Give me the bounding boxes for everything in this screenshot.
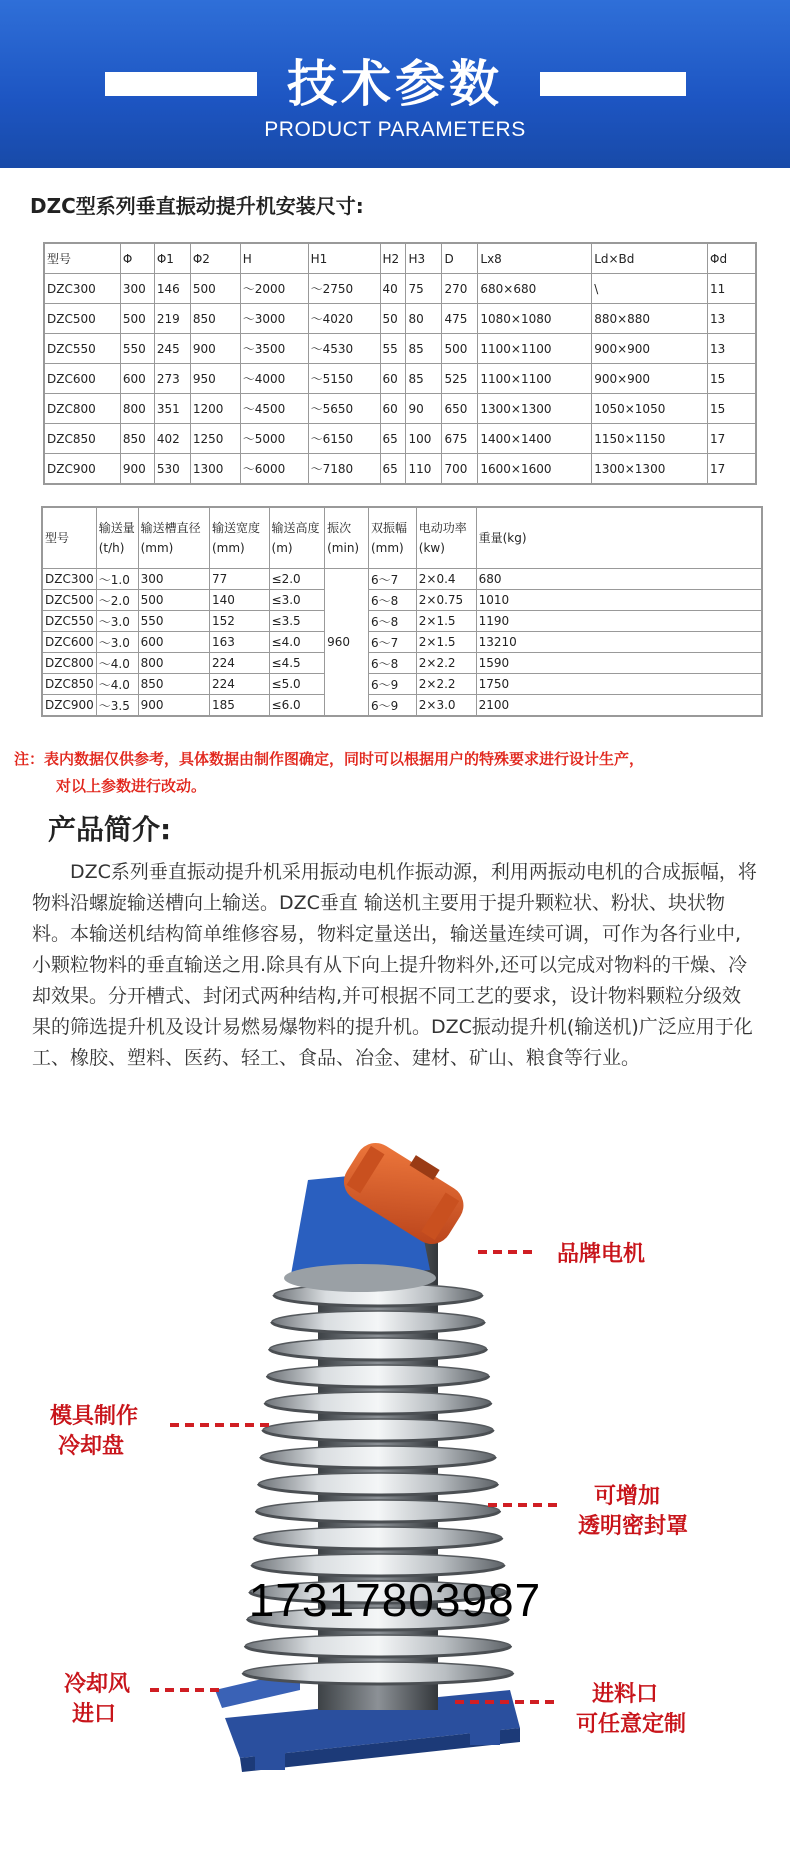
table-cell: 80: [406, 304, 442, 334]
table-cell: 146: [154, 274, 190, 304]
table-cell: 50: [380, 304, 406, 334]
table-cell: 273: [154, 364, 190, 394]
table-cell: 1080×1080: [478, 304, 592, 334]
table-cell: 550: [120, 334, 154, 364]
table-cell: 525: [442, 364, 478, 394]
table-cell: ≤3.5: [269, 611, 325, 632]
table-cell: 900×900: [592, 364, 708, 394]
table-cell: 1010: [476, 590, 761, 611]
table-cell: ～1.0: [96, 569, 138, 590]
table-cell: 13: [708, 304, 756, 334]
table-row: [45, 454, 756, 484]
table-cell: 900×900: [592, 334, 708, 364]
callout-cooling-disc: [50, 1402, 138, 1462]
table-cell: 270: [442, 274, 478, 304]
table-cell: 17: [708, 454, 756, 484]
table-header-cell: 输送宽度(mm): [209, 508, 269, 569]
table-cell: 2×0.75: [416, 590, 476, 611]
table-header-cell: H: [240, 244, 308, 274]
callout-motor: [557, 1240, 645, 1270]
table-cell: ～3.0: [96, 611, 138, 632]
table-header-cell: Φ1: [154, 244, 190, 274]
table-cell: 1400×1400: [478, 424, 592, 454]
table-row: [45, 334, 756, 364]
table-cell: 65: [380, 454, 406, 484]
table-row: [43, 632, 762, 653]
table-cell: 15: [708, 364, 756, 394]
table-cell: ～5000: [240, 424, 308, 454]
disclaimer-note: [14, 746, 784, 800]
table-cell: 6～7: [368, 632, 416, 653]
install-dimensions-heading: DZC型系列垂直振动提升机安装尺寸:: [30, 194, 364, 218]
table-cell: 2×0.4: [416, 569, 476, 590]
table-header-cell: 输送量(t/h): [96, 508, 138, 569]
table-cell: 1600×1600: [478, 454, 592, 484]
table-cell: ～4020: [308, 304, 380, 334]
table-cell: \: [592, 274, 708, 304]
table-cell: 1300×1300: [478, 394, 592, 424]
table-cell: 1300: [190, 454, 240, 484]
intro-heading: 产品简介:: [48, 813, 172, 846]
table-cell: 800: [120, 394, 154, 424]
table-header-cell: 输送槽直径(mm): [138, 508, 209, 569]
table-cell: 245: [154, 334, 190, 364]
table-header-row: [45, 244, 756, 274]
callout-sealed-cover-line2: 透明密封罩: [578, 1514, 689, 1539]
table-row: [43, 674, 762, 695]
table-cell: 77: [209, 569, 269, 590]
table-cell: 2×1.5: [416, 632, 476, 653]
table-cell: 850: [138, 674, 209, 695]
table-cell: 1750: [476, 674, 761, 695]
table-header-cell: Lx8: [478, 244, 592, 274]
table-cell: 475: [442, 304, 478, 334]
table-cell: 6～8: [368, 590, 416, 611]
table-cell: 11: [708, 274, 756, 304]
table-cell: ～4.0: [96, 653, 138, 674]
table-cell: DZC800: [43, 653, 97, 674]
table-cell: DZC500: [45, 304, 121, 334]
table-cell: 6～8: [368, 611, 416, 632]
table-cell: DZC600: [43, 632, 97, 653]
note-line-1: 注：表内数据仅供参考，具体数据由制作图确定，同时可以根据用户的特殊要求进行设计生产，: [14, 750, 645, 768]
table-cell: 90: [406, 394, 442, 424]
table-cell: 300: [138, 569, 209, 590]
table-cell: 500: [190, 274, 240, 304]
table-cell: DZC550: [43, 611, 97, 632]
table-header-cell: Ld×Bd: [592, 244, 708, 274]
table-cell: 800: [138, 653, 209, 674]
table-cell: DZC850: [45, 424, 121, 454]
table-cell: ～5650: [308, 394, 380, 424]
table-cell: 530: [154, 454, 190, 484]
table-cell: 55: [380, 334, 406, 364]
table-header-cell: Φ: [120, 244, 154, 274]
note-line-2: 对以上参数进行改动。: [56, 777, 207, 795]
table-cell: ～7180: [308, 454, 380, 484]
table-row: [45, 394, 756, 424]
table-cell: ～3000: [240, 304, 308, 334]
table-cell: 880×880: [592, 304, 708, 334]
table-cell: ～3.0: [96, 632, 138, 653]
callout-sealed-cover-line1: 可增加: [594, 1484, 661, 1509]
table-cell: 1590: [476, 653, 761, 674]
table-cell: ～4000: [240, 364, 308, 394]
table-cell: 100: [406, 424, 442, 454]
table-cell: 15: [708, 394, 756, 424]
table-row: [43, 611, 762, 632]
table-cell: DZC500: [43, 590, 97, 611]
table-cell: 13: [708, 334, 756, 364]
table-cell: ≤6.0: [269, 695, 325, 716]
table-cell: 2×3.0: [416, 695, 476, 716]
table-header-cell: H2: [380, 244, 406, 274]
callout-motor-text: 品牌电机: [557, 1242, 646, 1267]
table-cell: 1050×1050: [592, 394, 708, 424]
table-cell: ～4530: [308, 334, 380, 364]
table-cell: 75: [406, 274, 442, 304]
table-cell: ≤4.0: [269, 632, 325, 653]
table-cell: 60: [380, 394, 406, 424]
table-row: [43, 653, 762, 674]
table-row: [43, 590, 762, 611]
table-cell: ～3.5: [96, 695, 138, 716]
dimensions-table: [44, 243, 756, 484]
table-header-cell: H3: [406, 244, 442, 274]
table-cell: 17: [708, 424, 756, 454]
callout-cooling-disc-line2: 冷却盘: [58, 1434, 125, 1459]
frequency-cell: 960: [325, 569, 369, 716]
table-header-cell: 电动功率(kw): [416, 508, 476, 569]
table-cell: 1250: [190, 424, 240, 454]
table-cell: 1200: [190, 394, 240, 424]
table-cell: 40: [380, 274, 406, 304]
table-cell: 1150×1150: [592, 424, 708, 454]
table-cell: 163: [209, 632, 269, 653]
table-cell: ～3500: [240, 334, 308, 364]
contact-phone: 17317803987: [248, 1574, 542, 1626]
table-cell: ～4500: [240, 394, 308, 424]
table-cell: ～6000: [240, 454, 308, 484]
table-header-cell: 型号: [43, 508, 97, 569]
table-row: [45, 364, 756, 394]
table-cell: 600: [120, 364, 154, 394]
banner-subtitle: PRODUCT PARAMETERS: [264, 118, 526, 141]
banner-title: 技术参数: [287, 55, 503, 113]
table-cell: ～2000: [240, 274, 308, 304]
table-cell: 2×2.2: [416, 674, 476, 695]
table-cell: 675: [442, 424, 478, 454]
table-cell: 850: [190, 304, 240, 334]
table-cell: 85: [406, 334, 442, 364]
table-cell: 680×680: [478, 274, 592, 304]
table-cell: 650: [442, 394, 478, 424]
table-cell: 600: [138, 632, 209, 653]
table-cell: ≤5.0: [269, 674, 325, 695]
table-cell: 900: [138, 695, 209, 716]
table-row: [43, 569, 762, 590]
table-header-cell: 双振幅(mm): [368, 508, 416, 569]
table-cell: 900: [120, 454, 154, 484]
table-row: [45, 424, 756, 454]
table-cell: 60: [380, 364, 406, 394]
table-header-cell: 输送高度(m): [269, 508, 325, 569]
table-cell: 185: [209, 695, 269, 716]
table-cell: 900: [190, 334, 240, 364]
table-header-cell: H1: [308, 244, 380, 274]
table-cell: 224: [209, 674, 269, 695]
table-cell: 85: [406, 364, 442, 394]
table-cell: 300: [120, 274, 154, 304]
callout-air-inlet: [64, 1670, 130, 1730]
table-cell: 6～7: [368, 569, 416, 590]
table-cell: 850: [120, 424, 154, 454]
table-cell: 6～8: [368, 653, 416, 674]
table-header-cell: D: [442, 244, 478, 274]
callout-feed-inlet: [576, 1680, 686, 1740]
table-cell: 351: [154, 394, 190, 424]
table-header-cell: Φd: [708, 244, 756, 274]
table-cell: 1100×1100: [478, 334, 592, 364]
table-cell: ≤4.5: [269, 653, 325, 674]
table-cell: 950: [190, 364, 240, 394]
table-cell: ≤3.0: [269, 590, 325, 611]
table-row: [45, 274, 756, 304]
table-header-cell: Φ2: [190, 244, 240, 274]
table-cell: 6～9: [368, 674, 416, 695]
table-header-cell: 振次(min): [325, 508, 369, 569]
header-banner: [0, 0, 790, 168]
table-row: [43, 695, 762, 716]
table-cell: DZC550: [45, 334, 121, 364]
table-cell: ≤2.0: [269, 569, 325, 590]
table-row: [45, 304, 756, 334]
table-cell: DZC300: [43, 569, 97, 590]
table-cell: ～5150: [308, 364, 380, 394]
table-cell: DZC600: [45, 364, 121, 394]
table-cell: 219: [154, 304, 190, 334]
table-cell: 13210: [476, 632, 761, 653]
callout-sealed-cover: [578, 1482, 688, 1542]
table-cell: 152: [209, 611, 269, 632]
table-cell: 402: [154, 424, 190, 454]
table-cell: 1190: [476, 611, 761, 632]
table-cell: 110: [406, 454, 442, 484]
table-cell: DZC300: [45, 274, 121, 304]
table-cell: 65: [380, 424, 406, 454]
table-cell: DZC850: [43, 674, 97, 695]
table-cell: DZC900: [45, 454, 121, 484]
table-cell: 500: [138, 590, 209, 611]
table-cell: 2×2.2: [416, 653, 476, 674]
table-header-row: [43, 508, 762, 569]
table-cell: 224: [209, 653, 269, 674]
table-cell: 1100×1100: [478, 364, 592, 394]
table-cell: ～2750: [308, 274, 380, 304]
callout-feed-inlet-line1: 进料口: [592, 1682, 659, 1707]
callout-feed-inlet-line2: 可任意定制: [576, 1712, 687, 1737]
table-cell: 140: [209, 590, 269, 611]
intro-paragraph: DZC系列垂直振动提升机采用振动电机作振动源，利用两振动电机的合成振幅，将物料沿螺旋输送槽向上输送。DZC垂直 输送机主要用于提升颗粒状、粉状、块状物料。本输送机结构简单维修容易，物料定量送出，输送量连续可调，可作为各行业中,小颗粒物料的垂直输送之用.除具有从下向上提升物料外,还可以完成对物料的干燥、冷却效果。分开槽式、封闭式两种结构,并可根据不同工艺的要求，设计物料颗粒分级效果的筛选提升机及设计易燃易爆物料的提升机。DZC振动提升机(输送机)广泛应用于化工、橡胶、塑料、医药、轻工、食品、冶金、建材、矿山、粮食等行业。: [32, 861, 757, 1069]
table-cell: 1300×1300: [592, 454, 708, 484]
table-cell: ～2.0: [96, 590, 138, 611]
table-header-cell: 型号: [45, 244, 121, 274]
table-cell: 500: [442, 334, 478, 364]
callout-air-inlet-line2: 进口: [72, 1702, 117, 1727]
table-header-cell: 重量(kg): [476, 508, 761, 569]
table-cell: 6～9: [368, 695, 416, 716]
table-cell: DZC900: [43, 695, 97, 716]
table-cell: 550: [138, 611, 209, 632]
table-cell: ～6150: [308, 424, 380, 454]
table-cell: ～4.0: [96, 674, 138, 695]
callout-cooling-disc-line1: 模具制作: [50, 1404, 139, 1429]
table-cell: 2×1.5: [416, 611, 476, 632]
table-cell: 680: [476, 569, 761, 590]
callout-air-inlet-line1: 冷却风: [64, 1672, 131, 1697]
table-cell: 2100: [476, 695, 761, 716]
table-cell: 700: [442, 454, 478, 484]
parameters-table: [42, 507, 762, 716]
table-cell: DZC800: [45, 394, 121, 424]
table-cell: 500: [120, 304, 154, 334]
